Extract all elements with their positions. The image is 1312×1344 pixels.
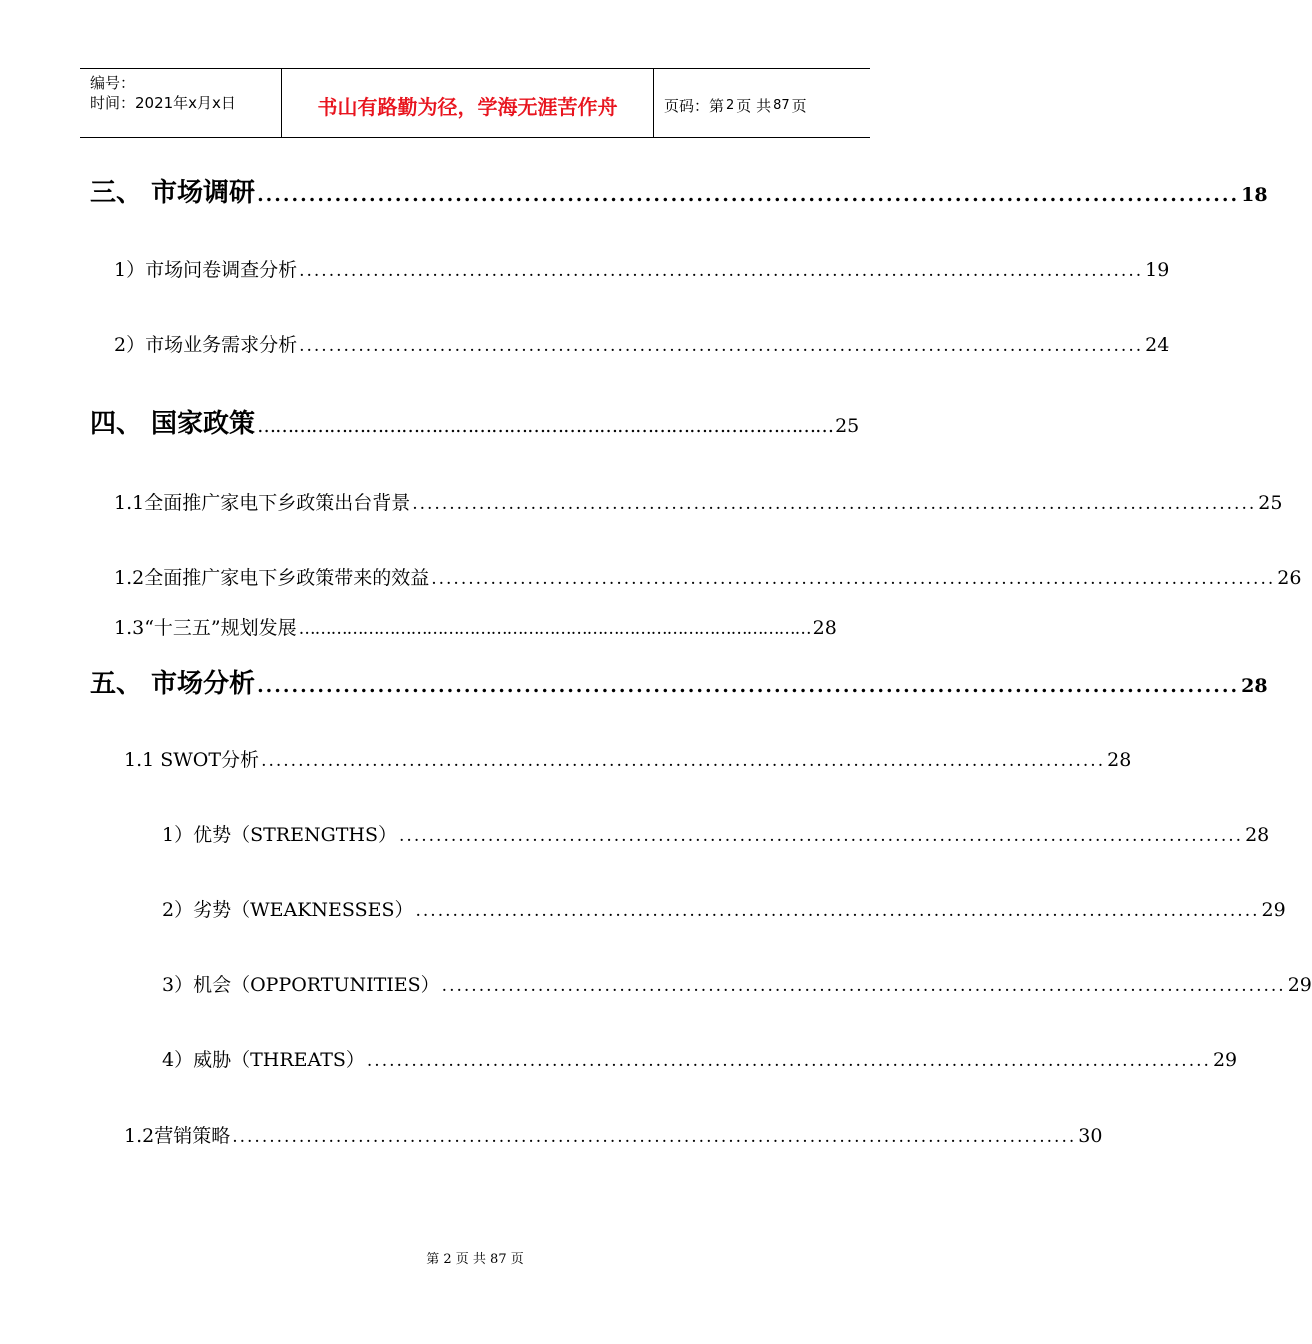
page-footer: 第 2 页 共 87 页 [426,1252,524,1267]
document-header [80,68,870,138]
toc-entry[interactable] [114,613,837,640]
toc-page: 29 [1287,974,1312,996]
toc-leader: .................................................................................................................. [441,976,1286,996]
toc-entry[interactable] [90,172,1268,209]
toc-page: 30 [1078,1125,1103,1147]
toc-page: 25 [1258,492,1283,514]
toc-page: 28 [812,617,837,639]
toc-leader: .................................................................................................................. [257,184,1240,206]
toc-label: 1.2营销策略 [124,1125,231,1147]
toc-leader: …………………………………………………………………………………… [257,415,834,437]
toc-page: 26 [1277,567,1302,589]
toc-page: 24 [1145,334,1170,356]
toc-label: 1.3“十三五”规划发展 [114,617,297,639]
number-label: 编号： [90,74,136,92]
toc-entry[interactable] [162,895,1286,922]
toc-entry[interactable] [162,820,1270,847]
toc-label: 五、 市场分析 [90,669,256,699]
toc-label: 1.2全面推广家电下乡政策带来的效益 [114,567,430,589]
toc-label: 1）优势（STRENGTHS） [162,824,398,846]
toc-leader: .................................................................................................................. [257,675,1240,697]
toc-entry[interactable] [124,745,1132,772]
toc-leader: .................................................................................................................. [431,569,1276,589]
toc-leader: .................................................................................................................. [232,1127,1077,1147]
toc-entry[interactable] [90,663,1268,700]
toc-label: 2）市场业务需求分析 [114,334,298,356]
toc-label: 1.1 SWOT分析 [124,749,260,771]
toc-entry[interactable] [114,488,1283,515]
toc-label: 三、 市场调研 [90,178,256,208]
toc-leader: .................................................................................................................. [299,336,1144,356]
toc-label: 四、 国家政策 [90,409,256,439]
toc-leader: .................................................................................................................. [261,751,1106,771]
page-suffix: 页 [791,96,807,115]
toc-label: 4）威胁（THREATS） [162,1049,365,1071]
toc-label: 1.1全面推广家电下乡政策出台背景 [114,492,411,514]
toc-entry[interactable] [124,1121,1103,1148]
page-number: 2 [726,97,735,113]
toc-leader: …………………………………………………………………………………… [298,619,811,639]
header-page-info [654,69,870,137]
toc-label: 1）市场问卷调查分析 [114,259,298,281]
toc-page: 18 [1241,184,1268,206]
toc-leader: .................................................................................................................. [415,901,1260,921]
page-total: 87 [773,97,790,113]
toc-page: 28 [1107,749,1132,771]
toc-entry[interactable] [114,255,1170,282]
toc-leader: .................................................................................................................. [399,826,1244,846]
toc-entry[interactable] [114,330,1170,357]
toc-entry[interactable] [114,563,1302,590]
toc-label: 2）劣势（WEAKNESSES） [162,899,414,921]
toc-page: 25 [835,415,860,437]
toc-entry[interactable] [162,1045,1238,1072]
toc-page: 28 [1241,675,1268,697]
toc-page: 29 [1212,1049,1238,1071]
toc-page: 19 [1145,259,1170,281]
header-motto: 书山有路勤为径，学海无涯苦作舟 [281,69,654,137]
page-mid: 页 共 [736,96,772,115]
toc-page: 29 [1261,899,1286,921]
toc-leader: .................................................................................................................. [366,1051,1211,1071]
toc-label: 3）机会（OPPORTUNITIES） [162,974,440,996]
toc-leader: .................................................................................................................. [412,494,1257,514]
time-label: 时间：2021年x月x日 [90,94,236,112]
toc-leader: .................................................................................................................. [299,261,1144,281]
header-meta [80,69,281,137]
toc-entry[interactable] [162,970,1312,997]
toc-entry[interactable] [90,403,860,440]
toc-page: 28 [1245,824,1270,846]
page-prefix: 页码：第 [664,96,725,115]
